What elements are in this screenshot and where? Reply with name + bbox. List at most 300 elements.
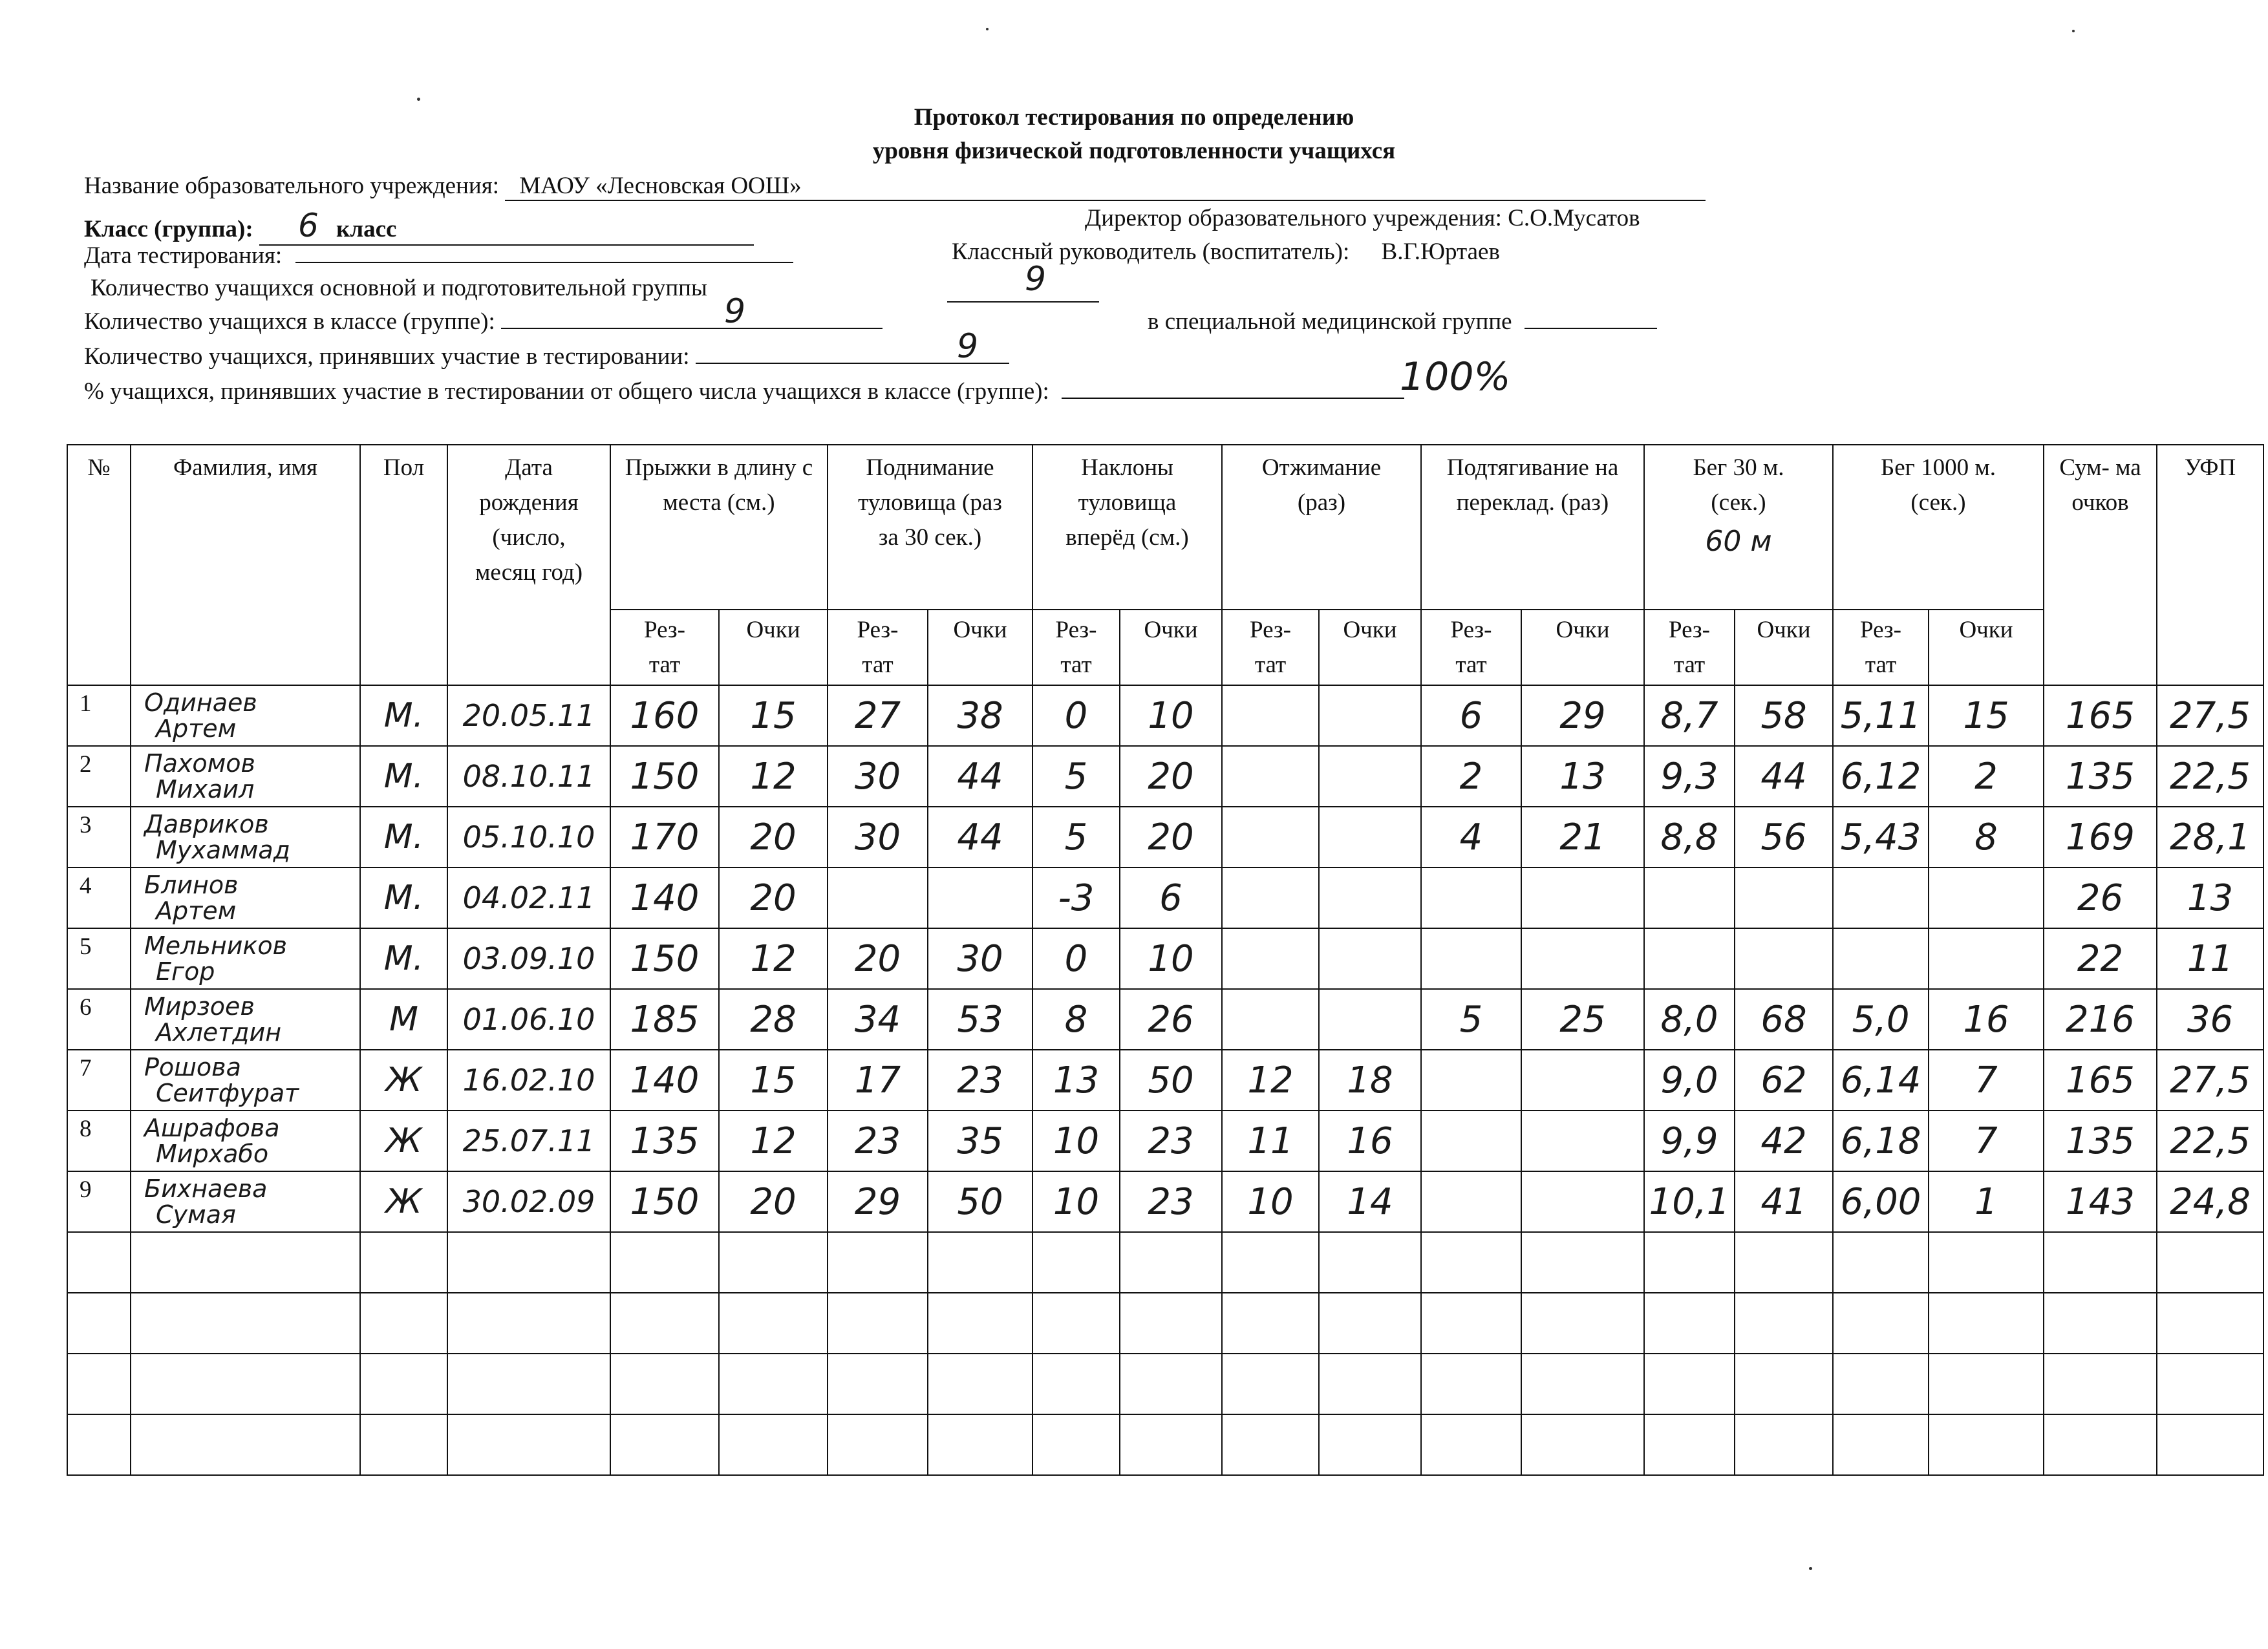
cell-bend-p: 20: [1120, 746, 1222, 807]
cell-sit-r: [828, 867, 928, 928]
cell-r1000-r: 5,43: [1833, 807, 1929, 867]
cell-bend-p: 20: [1120, 807, 1222, 867]
institution-row: [84, 172, 1706, 201]
table-row: [67, 867, 2263, 928]
special-group-row: [1148, 308, 1657, 335]
student-surname: Рошова: [144, 1053, 241, 1081]
sub-result-jump: Рез- тат: [610, 610, 719, 685]
cell-r30-p: 42: [1735, 1111, 1833, 1171]
cell-ufp: 24,8: [2157, 1171, 2263, 1232]
row-number: 7: [67, 1050, 131, 1111]
cell-pull-r: [1421, 1354, 1521, 1414]
row-number: [67, 1232, 131, 1293]
cell-pull-r: [1421, 1414, 1521, 1475]
cell-r30-p: [1735, 1414, 1833, 1475]
cell-push-p: [1319, 1414, 1421, 1475]
cell-ufp: 27,5: [2157, 685, 2263, 746]
cell-pull-p: 21: [1521, 807, 1644, 867]
cell-r30-r: [1644, 1293, 1735, 1354]
main-group-row: [91, 274, 707, 302]
cell-push-r: 12: [1222, 1050, 1319, 1111]
student-first-name: Ахлетдин: [156, 1018, 282, 1047]
row-number: 9: [67, 1171, 131, 1232]
institution-name: МАОУ «Лесновская ООШ»: [519, 173, 802, 199]
cell-sit-p: [928, 1414, 1032, 1475]
scan-speck: [417, 98, 420, 101]
page-title-line1: Протокол тестирования по определению: [914, 104, 1354, 131]
director-value: С.О.Мусатов: [1508, 205, 1640, 231]
student-surname: Одинаев: [144, 688, 257, 717]
cell-jump-p: 28: [719, 989, 828, 1050]
cell-push-p: 16: [1319, 1111, 1421, 1171]
cell-r30-p: [1735, 1293, 1833, 1354]
student-sex: [360, 1354, 447, 1414]
cell-sit-p: [928, 1232, 1032, 1293]
cell-bend-p: 23: [1120, 1111, 1222, 1171]
student-birth-date: 08.10.11: [447, 746, 610, 807]
student-name: [131, 867, 360, 928]
cell-bend-p: 26: [1120, 989, 1222, 1050]
cell-jump-p: [719, 1354, 828, 1414]
cell-jump-p: [719, 1414, 828, 1475]
main-group-value: 9: [1025, 260, 1047, 299]
class-value: [259, 207, 754, 246]
cell-sit-p: [928, 1354, 1032, 1414]
cell-r1000-r: [1833, 867, 1929, 928]
cell-push-r: [1222, 1293, 1319, 1354]
cell-bend-r: [1032, 1414, 1120, 1475]
cell-pull-p: [1521, 867, 1644, 928]
student-surname: Давриков: [144, 810, 269, 838]
participants-row: [84, 343, 1009, 370]
cell-r1000-r: [1833, 928, 1929, 989]
cell-r1000-p: [1929, 1293, 2044, 1354]
cell-jump-r: 170: [610, 807, 719, 867]
class-count-label: Количество учащихся в классе (группе):: [84, 308, 495, 335]
cell-sit-r: [828, 1232, 928, 1293]
cell-jump-r: [610, 1414, 719, 1475]
row-number: [67, 1414, 131, 1475]
cell-pull-r: [1421, 1232, 1521, 1293]
cell-jump-p: 12: [719, 746, 828, 807]
table-row: [67, 1232, 2263, 1293]
student-name: [131, 1050, 360, 1111]
cell-r30-p: 68: [1735, 989, 1833, 1050]
test-date-label: Дата тестирования:: [84, 242, 283, 269]
table-row: [67, 1050, 2263, 1111]
cell-sit-r: 23: [828, 1111, 928, 1171]
main-group-label: Количество учащихся основной и подготовительной группы: [91, 275, 707, 301]
row-number: 5: [67, 928, 131, 989]
col-run1000-header: Бег 1000 м. (сек.): [1833, 445, 2044, 610]
cell-push-p: [1319, 685, 1421, 746]
cell-sit-p: 50: [928, 1171, 1032, 1232]
cell-r30-r: [1644, 867, 1735, 928]
cell-pull-p: 29: [1521, 685, 1644, 746]
cell-sit-p: [928, 1293, 1032, 1354]
cell-r30-p: [1735, 867, 1833, 928]
student-birth-date: 20.05.11: [447, 685, 610, 746]
participants-label: Количество учащихся, принявших участие в тестировании:: [84, 343, 690, 370]
cell-jump-p: 15: [719, 1050, 828, 1111]
cell-sit-r: 30: [828, 807, 928, 867]
cell-bend-r: 13: [1032, 1050, 1120, 1111]
percent-row: [84, 378, 1404, 405]
student-sex: М.: [360, 807, 447, 867]
cell-r30-r: [1644, 1354, 1735, 1414]
page-title-line2: уровня физической подготовленности учащихся: [872, 138, 1396, 164]
cell-ufp: [2157, 1354, 2263, 1414]
cell-ufp: [2157, 1232, 2263, 1293]
cell-jump-p: 20: [719, 1171, 828, 1232]
cell-push-r: [1222, 867, 1319, 928]
cell-bend-p: [1120, 1232, 1222, 1293]
student-birth-date: 04.02.11: [447, 867, 610, 928]
cell-r1000-r: 6,00: [1833, 1171, 1929, 1232]
col-pushups-header: Отжимание (раз): [1222, 445, 1421, 610]
cell-jump-p: 12: [719, 1111, 828, 1171]
cell-ufp: 11: [2157, 928, 2263, 989]
cell-push-p: [1319, 867, 1421, 928]
sub-points-jump: Очки: [719, 610, 828, 685]
cell-r1000-r: 5,0: [1833, 989, 1929, 1050]
cell-bend-p: 23: [1120, 1171, 1222, 1232]
results-table: [67, 444, 2264, 1476]
cell-r1000-p: [1929, 867, 2044, 928]
cell-bend-r: 10: [1032, 1171, 1120, 1232]
cell-sum: 135: [2044, 746, 2157, 807]
cell-ufp: 28,1: [2157, 807, 2263, 867]
cell-push-r: [1222, 989, 1319, 1050]
cell-sum: 216: [2044, 989, 2157, 1050]
cell-bend-p: [1120, 1354, 1222, 1414]
col-ufp-header: УФП: [2157, 445, 2263, 685]
student-name: [131, 989, 360, 1050]
cell-push-p: 14: [1319, 1171, 1421, 1232]
sub-points-bend: Очки: [1120, 610, 1222, 685]
student-name: [131, 928, 360, 989]
student-sex: [360, 1414, 447, 1475]
cell-r1000-p: [1929, 1414, 2044, 1475]
cell-r1000-p: 16: [1929, 989, 2044, 1050]
cell-ufp: [2157, 1414, 2263, 1475]
cell-bend-p: 10: [1120, 685, 1222, 746]
institution-label: Название образовательного учреждения:: [84, 173, 500, 199]
cell-r30-r: 9,9: [1644, 1111, 1735, 1171]
table-body: [67, 685, 2263, 1475]
cell-push-p: [1319, 1354, 1421, 1414]
cell-push-r: [1222, 928, 1319, 989]
cell-r1000-r: [1833, 1414, 1929, 1475]
student-first-name: Сумая: [156, 1200, 236, 1229]
class-value-handwritten: 6: [297, 207, 319, 244]
cell-ufp: 36: [2157, 989, 2263, 1050]
sub-points-pullups: Очки: [1521, 610, 1644, 685]
cell-pull-p: [1521, 1232, 1644, 1293]
student-birth-date: 16.02.10: [447, 1050, 610, 1111]
col-run30-note: 60 м: [1705, 525, 1772, 558]
student-surname: Блинов: [144, 871, 239, 899]
main-group-value-field: [947, 271, 1099, 309]
class-row: [84, 207, 754, 246]
table-row: [67, 1354, 2263, 1414]
class-count-row: [84, 308, 883, 335]
cell-r30-r: 9,3: [1644, 746, 1735, 807]
row-number: 1: [67, 685, 131, 746]
cell-r30-p: 58: [1735, 685, 1833, 746]
percent-field: [1062, 378, 1404, 399]
cell-push-p: [1319, 928, 1421, 989]
student-birth-date: [447, 1354, 610, 1414]
student-sex: Ж: [360, 1050, 447, 1111]
cell-r30-p: [1735, 1232, 1833, 1293]
cell-pull-r: 2: [1421, 746, 1521, 807]
cell-pull-r: [1421, 1293, 1521, 1354]
col-pullups-header: Подтягивание на переклад. (раз): [1421, 445, 1644, 610]
cell-r30-p: 62: [1735, 1050, 1833, 1111]
cell-pull-r: 5: [1421, 989, 1521, 1050]
cell-jump-p: 12: [719, 928, 828, 989]
student-sex: М.: [360, 928, 447, 989]
cell-r1000-p: 8: [1929, 807, 2044, 867]
cell-r30-p: [1735, 928, 1833, 989]
cell-sit-r: [828, 1293, 928, 1354]
student-birth-date: 25.07.11: [447, 1111, 610, 1171]
cell-sum: 22: [2044, 928, 2157, 989]
cell-pull-p: [1521, 1050, 1644, 1111]
class-teacher-label: Классный руководитель (воспитатель):: [952, 239, 1350, 265]
cell-push-p: [1319, 1232, 1421, 1293]
cell-jump-r: [610, 1293, 719, 1354]
student-surname: Пахомов: [144, 749, 255, 778]
student-surname: Бихнаева: [144, 1175, 268, 1203]
cell-pull-p: [1521, 1111, 1644, 1171]
cell-r1000-p: 15: [1929, 685, 2044, 746]
cell-bend-p: 50: [1120, 1050, 1222, 1111]
cell-sum: 143: [2044, 1171, 2157, 1232]
table-row: [67, 928, 2263, 989]
cell-bend-r: [1032, 1354, 1120, 1414]
student-name: [131, 1293, 360, 1354]
sub-points-pushups: Очки: [1319, 610, 1421, 685]
director-row: [1085, 204, 1640, 232]
cell-r1000-p: [1929, 928, 2044, 989]
cell-sum: 26: [2044, 867, 2157, 928]
cell-r30-p: 44: [1735, 746, 1833, 807]
student-first-name: Михаил: [156, 775, 255, 803]
percent-value: 100%: [1400, 354, 1511, 399]
percent-label: % учащихся, принявших участие в тестировании от общего числа учащихся в классе (группе):: [84, 378, 1049, 405]
row-number: 2: [67, 746, 131, 807]
cell-r1000-r: [1833, 1354, 1929, 1414]
cell-r30-r: [1644, 928, 1735, 989]
sub-result-pushups: Рез- тат: [1222, 610, 1319, 685]
cell-r1000-r: 6,12: [1833, 746, 1929, 807]
student-first-name: Сеитфурат: [156, 1079, 299, 1107]
cell-jump-p: 20: [719, 867, 828, 928]
student-sex: Ж: [360, 1171, 447, 1232]
cell-jump-r: [610, 1232, 719, 1293]
cell-sum: 165: [2044, 685, 2157, 746]
cell-sit-r: [828, 1414, 928, 1475]
cell-push-r: [1222, 807, 1319, 867]
student-name: [131, 1354, 360, 1414]
cell-sit-r: 34: [828, 989, 928, 1050]
cell-pull-p: [1521, 1414, 1644, 1475]
sub-points-situps: Очки: [928, 610, 1032, 685]
col-run30-label: Бег 30 м. (сек.): [1693, 454, 1784, 516]
col-situps-header: Поднимание туловища (раз за 30 сек.): [828, 445, 1032, 610]
table-row: [67, 807, 2263, 867]
cell-jump-p: 20: [719, 807, 828, 867]
cell-jump-r: 150: [610, 1171, 719, 1232]
cell-pull-r: 6: [1421, 685, 1521, 746]
cell-bend-r: 8: [1032, 989, 1120, 1050]
student-birth-date: [447, 1293, 610, 1354]
student-name: [131, 807, 360, 867]
cell-r30-p: 41: [1735, 1171, 1833, 1232]
cell-pull-p: 13: [1521, 746, 1644, 807]
student-birth-date: 30.02.09: [447, 1171, 610, 1232]
cell-r30-p: 56: [1735, 807, 1833, 867]
cell-push-p: [1319, 746, 1421, 807]
cell-jump-r: 140: [610, 867, 719, 928]
cell-bend-p: 6: [1120, 867, 1222, 928]
sub-result-situps: Рез- тат: [828, 610, 928, 685]
col-name-header: Фамилия, имя: [131, 445, 360, 685]
scan-speck: [1809, 1567, 1812, 1570]
cell-push-r: [1222, 1232, 1319, 1293]
cell-sit-p: 44: [928, 807, 1032, 867]
cell-push-p: [1319, 807, 1421, 867]
cell-sum: [2044, 1232, 2157, 1293]
cell-jump-r: 150: [610, 928, 719, 989]
cell-ufp: 13: [2157, 867, 2263, 928]
cell-sum: [2044, 1354, 2157, 1414]
cell-r1000-r: 6,14: [1833, 1050, 1929, 1111]
student-sex: М.: [360, 867, 447, 928]
cell-r1000-p: 1: [1929, 1171, 2044, 1232]
student-sex: М: [360, 989, 447, 1050]
row-number: 3: [67, 807, 131, 867]
cell-sit-r: 30: [828, 746, 928, 807]
cell-bend-r: [1032, 1293, 1120, 1354]
cell-r1000-p: [1929, 1354, 2044, 1414]
cell-sit-p: 23: [928, 1050, 1032, 1111]
row-number: [67, 1293, 131, 1354]
student-name: [131, 685, 360, 746]
cell-sit-p: [928, 867, 1032, 928]
cell-jump-r: 135: [610, 1111, 719, 1171]
cell-jump-r: 140: [610, 1050, 719, 1111]
cell-r30-r: [1644, 1414, 1735, 1475]
cell-sum: 169: [2044, 807, 2157, 867]
cell-r1000-p: 7: [1929, 1111, 2044, 1171]
cell-pull-p: [1521, 1293, 1644, 1354]
cell-sum: 165: [2044, 1050, 2157, 1111]
table-row: [67, 1293, 2263, 1354]
cell-jump-p: [719, 1293, 828, 1354]
student-first-name: Артем: [156, 714, 237, 743]
sub-result-run30: Рез- тат: [1644, 610, 1735, 685]
cell-sit-r: 20: [828, 928, 928, 989]
class-count-value: 9: [724, 292, 746, 331]
student-sex: [360, 1293, 447, 1354]
cell-r1000-p: 2: [1929, 746, 2044, 807]
cell-pull-p: [1521, 1171, 1644, 1232]
cell-bend-r: -3: [1032, 867, 1120, 928]
cell-pull-p: 25: [1521, 989, 1644, 1050]
cell-push-p: [1319, 989, 1421, 1050]
cell-push-r: [1222, 1414, 1319, 1475]
cell-push-r: 11: [1222, 1111, 1319, 1171]
sub-points-run30: Очки: [1735, 610, 1833, 685]
row-number: 8: [67, 1111, 131, 1171]
sub-result-bend: Рез- тат: [1032, 610, 1120, 685]
cell-sit-p: 44: [928, 746, 1032, 807]
student-surname: Мельников: [144, 931, 287, 960]
student-birth-date: 05.10.10: [447, 807, 610, 867]
cell-r30-r: 8,7: [1644, 685, 1735, 746]
cell-jump-r: 185: [610, 989, 719, 1050]
cell-pull-p: [1521, 928, 1644, 989]
cell-jump-r: 150: [610, 746, 719, 807]
student-first-name: Мухаммад: [156, 836, 290, 864]
cell-pull-r: 4: [1421, 807, 1521, 867]
scan-speck: [2072, 30, 2075, 32]
cell-sit-p: 35: [928, 1111, 1032, 1171]
cell-push-p: 18: [1319, 1050, 1421, 1111]
cell-r30-p: [1735, 1354, 1833, 1414]
cell-bend-p: 10: [1120, 928, 1222, 989]
cell-r1000-p: [1929, 1232, 2044, 1293]
student-first-name: Егор: [156, 957, 215, 986]
student-sex: [360, 1232, 447, 1293]
class-value-printed: класс: [336, 216, 397, 242]
cell-bend-r: 0: [1032, 685, 1120, 746]
col-number-header: №: [67, 445, 131, 685]
cell-r30-r: 10,1: [1644, 1171, 1735, 1232]
col-birth-header: Дата рождения (число, месяц год): [447, 445, 610, 685]
cell-bend-r: 5: [1032, 807, 1120, 867]
cell-r1000-r: 6,18: [1833, 1111, 1929, 1171]
cell-push-r: [1222, 1354, 1319, 1414]
cell-ufp: 22,5: [2157, 746, 2263, 807]
cell-sit-r: 27: [828, 685, 928, 746]
cell-r1000-r: 5,11: [1833, 685, 1929, 746]
cell-bend-p: [1120, 1414, 1222, 1475]
student-birth-date: [447, 1232, 610, 1293]
cell-sit-r: [828, 1354, 928, 1414]
row-number: 6: [67, 989, 131, 1050]
table-row: [67, 685, 2263, 746]
cell-sit-p: 30: [928, 928, 1032, 989]
table-row: [67, 1111, 2263, 1171]
sub-result-pullups: Рез- тат: [1421, 610, 1521, 685]
cell-push-r: 10: [1222, 1171, 1319, 1232]
cell-push-r: [1222, 685, 1319, 746]
student-name: [131, 1171, 360, 1232]
institution-value: [505, 172, 1706, 201]
cell-sum: [2044, 1414, 2157, 1475]
cell-jump-r: 160: [610, 685, 719, 746]
col-bend-header: Наклоны туловища вперёд (см.): [1032, 445, 1222, 610]
table-row: [67, 989, 2263, 1050]
cell-pull-r: [1421, 1111, 1521, 1171]
student-name: [131, 1414, 360, 1475]
test-date-field: [295, 242, 793, 263]
sub-result-run1000: Рез- тат: [1833, 610, 1929, 685]
